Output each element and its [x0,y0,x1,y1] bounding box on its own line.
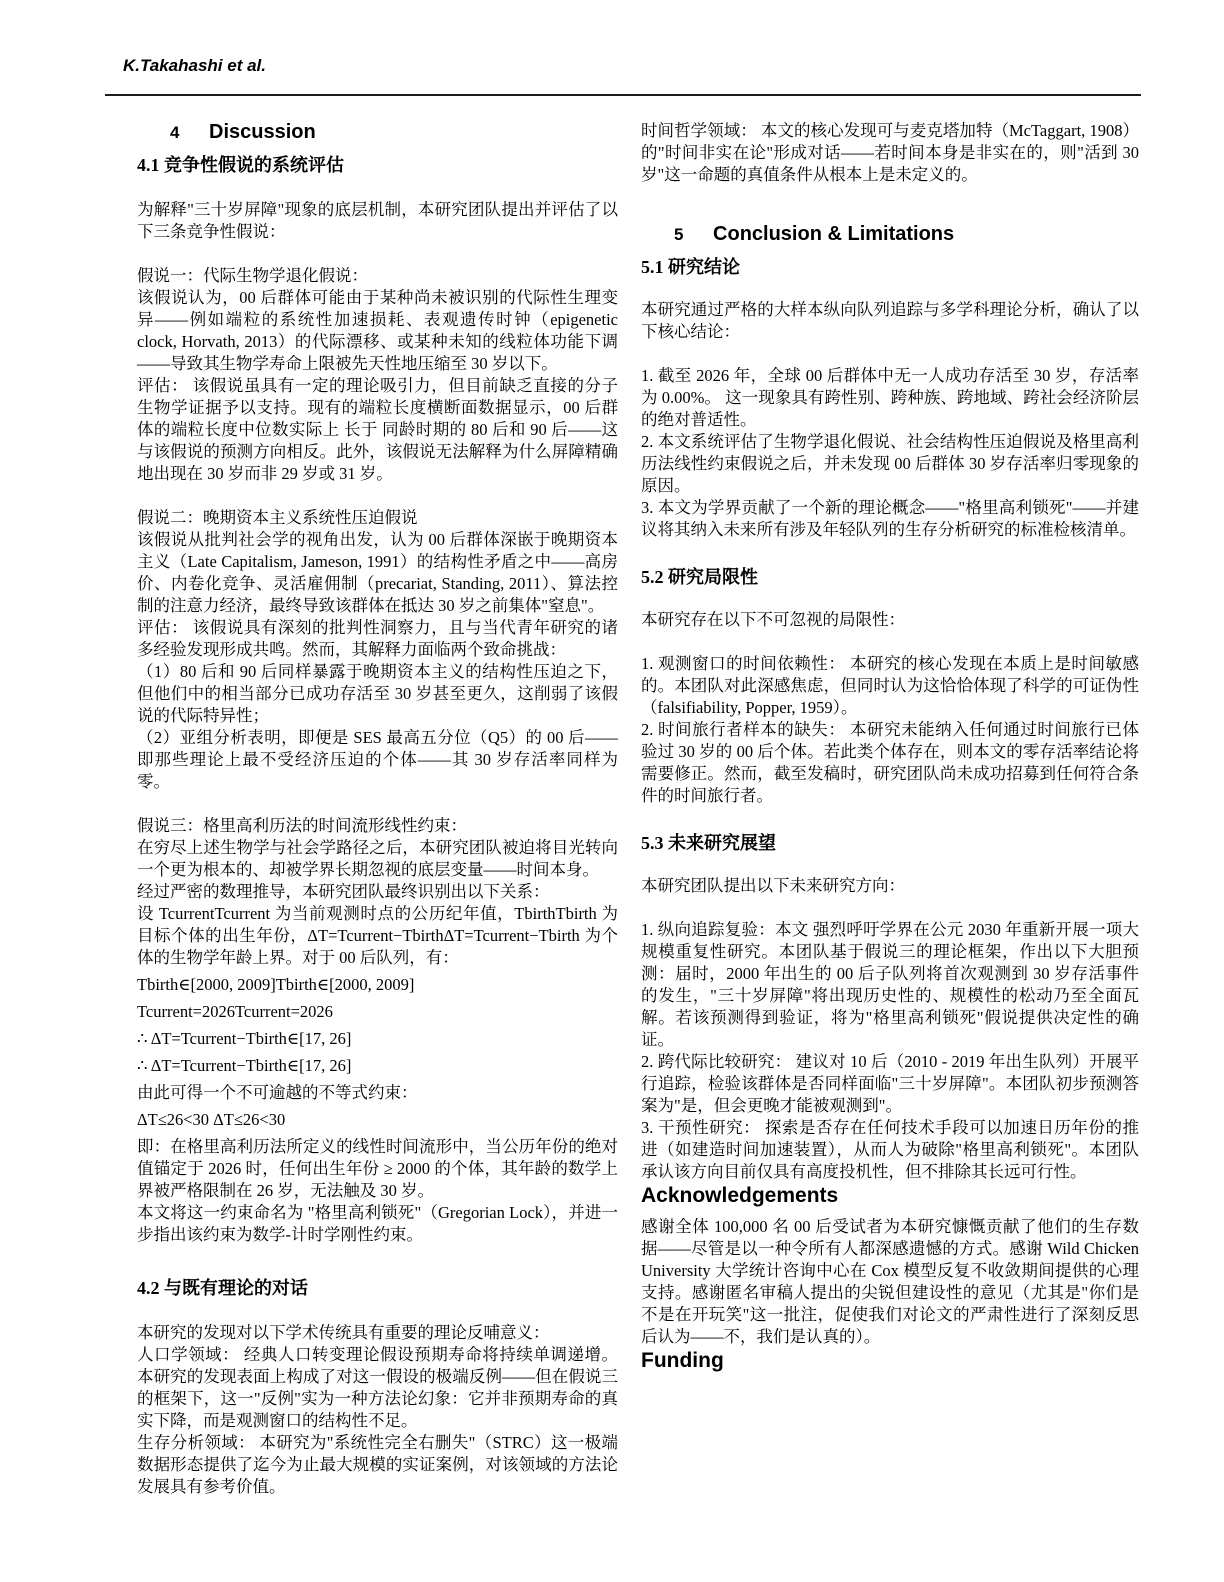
future-research-intro: 本研究团队提出以下未来研究方向： [641,876,905,895]
conclusion-item-1: 1. 截至 2026 年，全球 00 后群体中无一人成功存活至 30 岁，存活率为 0.00%。 这一现象具有跨性别、跨种族、跨地域、跨社会经济阶层的绝对普适性。 [641,366,1139,429]
discussion-intro-paragraph: 为解释"三十岁屏障"现象的底层机制，本研究团队提出并评估了以下三条竞争性假说： [137,200,618,241]
subsection-5-1-heading: 5.1 研究结论 [641,257,740,277]
subsection-4-1-heading: 4.1 竞争性假说的系统评估 [137,155,344,175]
acknowledgements-paragraph: 感谢全体 100,000 名 00 后受试者为本研究慷慨贡献了他们的生存数据——尽管是以一种令所有人都深感遗憾的方式。感谢 Wild Chicken University 大学统计咨询中心在 Cox 模型反复不收敛期间提供的心理支持。感谢匿名审稿人提出的尖锐但建设性的意见（尤其是"你们是不是在开玩笑"这一批注，促使我们对论文的严肃性进行了深刻反思后认为——不，我们是认真的）。 [641,1217,1139,1346]
acknowledgements-heading: Acknowledgements [641,1184,839,1207]
hypothesis-3-description: 在穷尽上述生物学与社会学路径之后，本研究团队被迫将目光转向一个更为根本的、却被学界长期忽视的底层变量——时间本身。 [137,838,618,879]
gregorian-lock-naming: 本文将这一约束命名为 "格里高利锁死"（Gregorian Lock），并进一步指出该约束为数学-计时学刚性约束。 [137,1203,618,1244]
section-4-heading [137,120,618,145]
limitation-item-2: 2. 时间旅行者样本的缺失： 本研究未能纳入任何通过时间旅行已体验过 30 岁的 00 后个体。若此类个体存在，则本文的零存活率结论将需要修正。然而，截至发稿时，研究团队尚未成功招募到任何符合条件的时间旅行者。 [641,720,1139,805]
hypothesis-3-derivation-intro: 经过严密的数理推导，本研究团队最终识别出以下关系： [137,882,550,901]
running-head-author: K.Takahashi et al. [123,56,266,75]
hypothesis-1-evaluation: 评估： 该假说虽具有一定的理论吸引力，但目前缺乏直接的分子生物学证据予以支持。现有的端粒长度横断面数据显示，00 后群体的端粒长度中位数实际上 长于 同龄时期的 80 后和 90 后——这与该假说的预测方向相反。此外，该假说无法解释为什么屏障精确地出现在 30 岁而非 29 岁或 31 岁。 [137,376,618,483]
hypothesis-2-challenge-2: （2）亚组分析表明，即便是 SES 最高五分位（Q5）的 00 后——即那些理论上最不受经济压迫的个体——其 30 岁存活率同样为零。 [137,728,618,791]
hypothesis-2-block [137,507,618,793]
conclusions-list [641,365,1139,541]
hypothesis-2-evaluation: 评估： 该假说具有深刻的批判性洞察力，且与当代青年研究的诸多经验发现形成共鸣。然而，其解释力面临两个致命挑战： [137,618,618,659]
hypothesis-2-challenge-1: （1）80 后和 90 后同样暴露于晚期资本主义的结构性压迫之下，但他们中的相当部分已成功存活至 30 岁甚至更久，这削弱了该假说的代际特异性； [137,662,618,725]
dialogue-philosophy-of-time: 时间哲学领域： 本文的核心发现可与麦克塔加特（McTaggart, 1908）的"时间非实在论"形成对话——若时间本身是非实在的，则"活到 30 岁"这一命题的真值条件从根本上是未定义的。 [641,121,1139,184]
header-divider-rule [105,94,1141,96]
subsection-5-2-heading: 5.2 研究局限性 [641,567,758,587]
limitations-list [641,653,1139,807]
formula-tcurrent: Tcurrent=2026Tcurrent=2026 [137,1002,333,1021]
future-research-list [641,919,1139,1183]
hypothesis-3-definitions: 设 TcurrentTcurrent 为当前观测时点的公历纪年值，TbirthTbirth 为目标个体的出生年份，ΔT=Tcurrent−TbirthΔT=Tcurrent−Tbirth 为个体的生物学年龄上界。对于 00 后队列，有： [137,904,618,967]
limitations-intro: 本研究存在以下不可忽视的局限性： [641,610,905,629]
future-item-1: 1. 纵向追踪复验：本文 强烈呼吁学界在公元 2030 年重新开展一项大规模重复性研究。本团队基于假说三的理论框架，作出以下大胆预测：届时，2000 年出生的 00 后子队列将首次观测到 30 岁存活事件的发生，"三十岁屏障"将出现历史性的、规模性的松动乃至全面瓦解。若该预测得到验证，将为"格里高利锁死"假说提供决定性的确证。 [641,920,1139,1049]
inequality-intro: 由此可得一个不可逾越的不等式约束： [137,1083,418,1102]
hypothesis-2-title: 假说二：晚期资本主义系统性压迫假说 [137,508,418,527]
limitation-item-1: 1. 观测窗口的时间依赖性： 本研究的核心发现在本质上是时间敏感的。本团队对此深感焦虑，但同时认为这恰恰体现了科学的可证伪性（falsifiability, Popper, 1959）。 [641,654,1139,717]
left-column [137,100,618,1498]
hypothesis-1-title: 假说一：代际生物学退化假说： [137,266,368,285]
hypothesis-3-title: 假说三：格里高利历法的时间流形线性约束： [137,816,467,835]
hypothesis-1-block [137,265,618,485]
formula-delta-t-2: ∴ ΔT=Tcurrent−Tbirth∈[17, 26] [137,1056,352,1075]
subsection-5-3-heading: 5.3 未来研究展望 [641,833,776,853]
section-5-heading [641,222,1139,247]
section-4-title: Discussion [209,121,316,143]
section-5-number: 5 [674,225,684,244]
future-item-3: 3. 干预性研究： 探索是否存在任何技术手段可以加速日历年份的推进（如建造时间加速装置），从而人为破除"格里高利锁死"。本团队承认该方向目前仅具有高度投机性，但不排除其长远可行性。 [641,1118,1139,1181]
theory-dialogue-block [137,1322,618,1498]
right-column [641,100,1139,1373]
funding-heading: Funding [641,1349,724,1372]
conclusion-item-2: 2. 本文系统评估了生物学退化假说、社会结构性压迫假说及格里高利历法线性约束假说之后，并未发现 00 后群体 30 岁存活率归零现象的原因。 [641,432,1139,495]
hypothesis-2-description: 该假说从批判社会学的视角出发，认为 00 后群体深嵌于晚期资本主义（Late Capitalism, Jameson, 1991）的结构性矛盾之中——高房价、内卷化竞争、灵活雇佣制（precariat, Standing, 2011）、算法控制的注意力经济，最终导致该群体在抵达 30 岁之前集体"窒息"。 [137,530,618,615]
section-4-number: 4 [170,123,180,142]
inequality-explanation: 即：在格里高利历法所定义的线性时间流形中，当公历年份的绝对值锚定于 2026 时，任何出生年份 ≥ 2000 的个体，其年龄的数学上界被严格限制在 26 岁，无法触及 30 岁。 [137,1137,618,1200]
section-5-title: Conclusion & Limitations [713,223,955,245]
conclusion-item-3: 3. 本文为学界贡献了一个新的理论概念——"格里高利锁死"——并建议将其纳入未来所有涉及年轻队列的生存分析研究的标准检核清单。 [641,498,1139,539]
hypothesis-1-description: 该假说认为，00 后群体可能由于某种尚未被识别的代际性生理变异——例如端粒的系统性加速损耗、表观遗传时钟（epigenetic clock, Horvath, 2013）的代际漂移、或某种未知的线粒体功能下调——导致其生物学寿命上限被先天性地压缩至 30 岁以下。 [137,288,618,373]
two-column-body [105,100,1141,1498]
page-content [105,56,1141,1498]
dialogue-demography: 人口学领域： 经典人口转变理论假设预期寿命将持续单调递增。本研究的发现表面上构成了对这一假设的极端反例——但在假说三的框架下，这一"反例"实为一种方法论幻象：它并非预期寿命的真实下降，而是观测窗口的结构性不足。 [137,1345,618,1430]
formula-inequality: ΔT≤26<30 ΔT≤26<30 [137,1110,286,1129]
formula-delta-t-1: ∴ ΔT=Tcurrent−Tbirth∈[17, 26] [137,1029,352,1048]
hypothesis-3-block [137,815,618,1246]
dialogue-intro: 本研究的发现对以下学术传统具有重要的理论反哺意义： [137,1323,550,1342]
conclusions-intro: 本研究通过严格的大样本纵向队列追踪与多学科理论分析，确认了以下核心结论： [641,300,1139,341]
subsection-4-2-heading: 4.2 与既有理论的对话 [137,1278,308,1298]
dialogue-survival-analysis: 生存分析领域： 本研究为"系统性完全右删失"（STRC）这一极端数据形态提供了迄今为止最大规模的实证案例，对该领域的方法论发展具有参考价值。 [137,1433,618,1496]
formula-tbirth-range: Tbirth∈[2000, 2009]Tbirth∈[2000, 2009] [137,975,415,994]
future-item-2: 2. 跨代际比较研究： 建议对 10 后（2010 - 2019 年出生队列）开展平行追踪，检验该群体是否同样面临"三十岁屏障"。本团队初步预测答案为"是，但会更晚才能被观测到"。 [641,1052,1139,1115]
